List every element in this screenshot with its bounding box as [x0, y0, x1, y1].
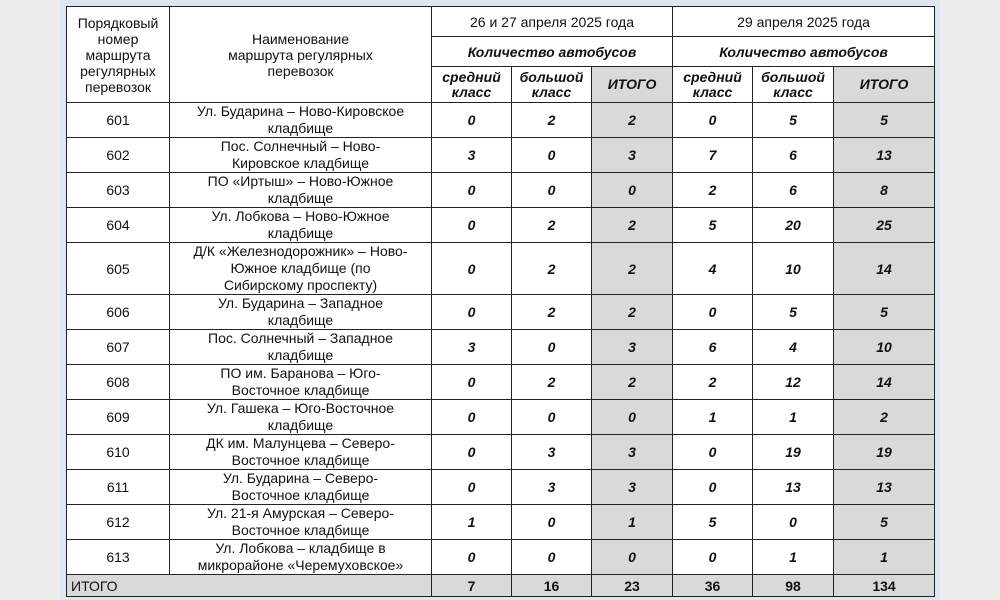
table-row	[67, 103, 935, 138]
cell-route-name: Пос. Солнечный – Западное кладбище	[170, 330, 432, 365]
header-route-name: Наименование маршрута регулярных перевозок	[170, 7, 432, 103]
cell-total-1: 2	[592, 365, 673, 400]
cell-total-1: 2	[592, 103, 673, 138]
table-row	[67, 243, 935, 295]
cell-route-name: Д/К «Железнодорожник» – Ново-Южное кладбище (по Сибирскому проспекту)	[170, 243, 432, 295]
cell-large-1: 2	[512, 365, 592, 400]
cell-large-1: 2	[512, 295, 592, 330]
table-row	[67, 470, 935, 505]
cell-route-name: Ул. Бударина – Западное кладбище	[170, 295, 432, 330]
cell-total-1: 1	[592, 505, 673, 540]
cell-route-number: 611	[67, 470, 170, 505]
cell-large-1: 0	[512, 505, 592, 540]
cell-medium-1: 0	[432, 243, 512, 295]
header-period-1: 26 и 27 апреля 2025 года	[432, 7, 673, 37]
cell-total-2: 5	[834, 505, 935, 540]
cell-medium-2: 0	[673, 295, 753, 330]
totals-large-1: 16	[512, 575, 592, 597]
cell-medium-2: 6	[673, 330, 753, 365]
cell-large-2: 12	[753, 365, 834, 400]
cell-large-1: 3	[512, 435, 592, 470]
cell-route-number: 603	[67, 173, 170, 208]
header-period-2: 29 апреля 2025 года	[673, 7, 935, 37]
cell-route-number: 608	[67, 365, 170, 400]
totals-large-2: 98	[753, 575, 834, 597]
cell-route-number: 601	[67, 103, 170, 138]
cell-large-2: 1	[753, 540, 834, 575]
cell-total-1: 2	[592, 243, 673, 295]
cell-medium-2: 5	[673, 505, 753, 540]
cell-medium-2: 0	[673, 103, 753, 138]
cell-route-number: 612	[67, 505, 170, 540]
cell-medium-1: 0	[432, 400, 512, 435]
cell-route-number: 607	[67, 330, 170, 365]
cell-large-2: 6	[753, 138, 834, 173]
cell-medium-1: 3	[432, 138, 512, 173]
cell-medium-1: 0	[432, 103, 512, 138]
cell-medium-2: 0	[673, 470, 753, 505]
cell-route-number: 602	[67, 138, 170, 173]
cell-total-1: 3	[592, 435, 673, 470]
cell-large-2: 1	[753, 400, 834, 435]
cell-large-1: 2	[512, 103, 592, 138]
cell-large-1: 0	[512, 330, 592, 365]
header-medium-2: средний класс	[673, 67, 753, 103]
cell-total-1: 2	[592, 208, 673, 243]
cell-route-name: ПО «Иртыш» – Ново-Южное кладбище	[170, 173, 432, 208]
header-large-2: большой класс	[753, 67, 834, 103]
table-row	[67, 330, 935, 365]
cell-large-1: 0	[512, 400, 592, 435]
totals-medium-2: 36	[673, 575, 753, 597]
cell-medium-2: 2	[673, 173, 753, 208]
cell-route-name: Ул. Лобкова – Ново-Южное кладбище	[170, 208, 432, 243]
cell-large-2: 0	[753, 505, 834, 540]
cell-large-1: 0	[512, 540, 592, 575]
cell-medium-2: 4	[673, 243, 753, 295]
cell-medium-1: 0	[432, 295, 512, 330]
header-medium-1: средний класс	[432, 67, 512, 103]
cell-medium-2: 0	[673, 540, 753, 575]
cell-medium-1: 0	[432, 365, 512, 400]
header-bus-count-2: Количество автобусов	[673, 37, 935, 67]
cell-route-number: 604	[67, 208, 170, 243]
cell-medium-2: 7	[673, 138, 753, 173]
table-row	[67, 540, 935, 575]
cell-total-1: 0	[592, 400, 673, 435]
cell-large-1: 0	[512, 173, 592, 208]
cell-large-2: 19	[753, 435, 834, 470]
cell-total-1: 3	[592, 138, 673, 173]
cell-large-1: 3	[512, 470, 592, 505]
cell-medium-2: 1	[673, 400, 753, 435]
cell-total-2: 5	[834, 295, 935, 330]
cell-route-name: Ул. 21-я Амурская – Северо-Восточное кладбище	[170, 505, 432, 540]
header-total-2: ИТОГО	[834, 67, 935, 103]
cell-route-name: Ул. Бударина – Ново-Кировское кладбище	[170, 103, 432, 138]
cell-route-name: ДК им. Малунцева – Северо-Восточное кладбище	[170, 435, 432, 470]
cell-route-number: 609	[67, 400, 170, 435]
totals-total-2: 134	[834, 575, 935, 597]
totals-row	[67, 575, 935, 597]
table-row	[67, 365, 935, 400]
totals-label: ИТОГО	[67, 575, 432, 597]
table-row	[67, 208, 935, 243]
cell-large-2: 4	[753, 330, 834, 365]
totals-medium-1: 7	[432, 575, 512, 597]
cell-total-2: 5	[834, 103, 935, 138]
cell-total-2: 2	[834, 400, 935, 435]
cell-medium-1: 3	[432, 330, 512, 365]
cell-medium-1: 1	[432, 505, 512, 540]
cell-route-number: 613	[67, 540, 170, 575]
cell-route-name: Ул. Лобкова – кладбище в микрорайоне «Черемуховское»	[170, 540, 432, 575]
cell-total-1: 0	[592, 540, 673, 575]
bus-schedule-table	[66, 6, 935, 597]
cell-total-2: 13	[834, 470, 935, 505]
cell-large-2: 13	[753, 470, 834, 505]
cell-medium-1: 0	[432, 470, 512, 505]
cell-total-1: 0	[592, 173, 673, 208]
cell-total-2: 14	[834, 243, 935, 295]
cell-large-2: 6	[753, 173, 834, 208]
cell-route-name: Ул. Бударина – Северо-Восточное кладбище	[170, 470, 432, 505]
cell-total-2: 13	[834, 138, 935, 173]
table-row	[67, 435, 935, 470]
cell-large-2: 5	[753, 103, 834, 138]
cell-large-2: 5	[753, 295, 834, 330]
cell-total-1: 3	[592, 330, 673, 365]
cell-route-number: 606	[67, 295, 170, 330]
cell-total-2: 25	[834, 208, 935, 243]
cell-large-1: 2	[512, 243, 592, 295]
cell-total-2: 1	[834, 540, 935, 575]
header-route-number: Порядковый номер маршрута регулярных перевозок	[67, 7, 170, 103]
table-row	[67, 173, 935, 208]
cell-total-2: 8	[834, 173, 935, 208]
header-bus-count-1: Количество автобусов	[432, 37, 673, 67]
cell-route-name: Ул. Гашека – Юго-Восточное кладбище	[170, 400, 432, 435]
cell-medium-2: 0	[673, 435, 753, 470]
table-row	[67, 400, 935, 435]
cell-medium-1: 0	[432, 173, 512, 208]
cell-route-name: ПО им. Баранова – Юго-Восточное кладбище	[170, 365, 432, 400]
header-large-1: большой класс	[512, 67, 592, 103]
cell-medium-1: 0	[432, 540, 512, 575]
totals-total-1: 23	[592, 575, 673, 597]
cell-total-1: 2	[592, 295, 673, 330]
cell-route-name: Пос. Солнечный – Ново- Кировское кладбище	[170, 138, 432, 173]
cell-medium-2: 5	[673, 208, 753, 243]
table-row	[67, 295, 935, 330]
cell-total-2: 14	[834, 365, 935, 400]
cell-total-2: 19	[834, 435, 935, 470]
cell-route-number: 610	[67, 435, 170, 470]
cell-large-1: 0	[512, 138, 592, 173]
cell-large-2: 20	[753, 208, 834, 243]
cell-total-2: 10	[834, 330, 935, 365]
cell-medium-2: 2	[673, 365, 753, 400]
cell-total-1: 3	[592, 470, 673, 505]
table-row	[67, 505, 935, 540]
table-row	[67, 138, 935, 173]
cell-large-2: 10	[753, 243, 834, 295]
cell-medium-1: 0	[432, 435, 512, 470]
cell-route-number: 605	[67, 243, 170, 295]
cell-large-1: 2	[512, 208, 592, 243]
cell-medium-1: 0	[432, 208, 512, 243]
header-total-1: ИТОГО	[592, 67, 673, 103]
